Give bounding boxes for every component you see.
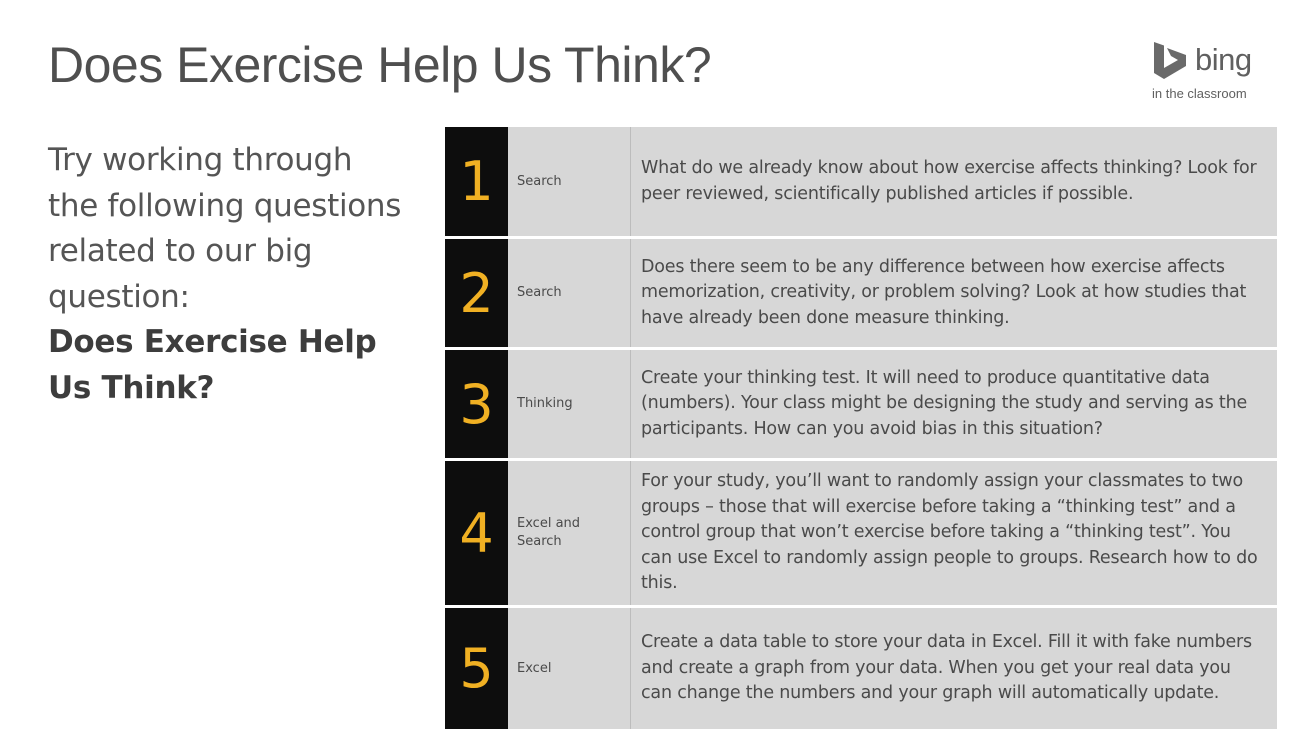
step-row-2: [445, 239, 1277, 347]
step-description: Create a data table to store your data in Excel. Fill it with fake numbers and create a graph from your data. When you get your real data you can change the numbers and your graph will automatically update.: [641, 632, 1252, 704]
step-number: 3: [445, 350, 508, 458]
steps-list: [445, 127, 1277, 729]
step-label: Search: [508, 239, 631, 347]
logo-tagline: in the classroom: [1152, 86, 1247, 101]
step-label: Excel and Search: [508, 461, 631, 605]
step-description: Create your thinking test. It will need to produce quantitative data (numbers). Your class might be designing the study and serving as the participants. How can you avoid bias in this situation?: [641, 367, 1248, 439]
step-number: 2: [445, 239, 508, 347]
step-label: Search: [508, 127, 631, 236]
intro-text: [48, 138, 408, 411]
step-number: 5: [445, 608, 508, 729]
intro-lead: Try working through the following questions related to our big question:: [48, 142, 402, 315]
bing-in-the-classroom-logo: [1152, 40, 1272, 104]
step-row-3: [445, 350, 1277, 458]
step-description: Does there seem to be any difference between how exercise affects memorization, creativity, or problem solving? Look at how studies that have already been done measure thinking.: [641, 256, 1247, 328]
page-title: Does Exercise Help Us Think?: [48, 37, 712, 93]
step-row-5: [445, 608, 1277, 729]
step-number: 4: [445, 461, 508, 605]
step-number: 1: [445, 127, 508, 236]
step-label: Excel: [508, 608, 631, 729]
step-row-4: [445, 461, 1277, 605]
step-row-1: [445, 127, 1277, 236]
bing-wordmark: bing: [1195, 42, 1252, 77]
step-label: Thinking: [508, 350, 631, 458]
big-question: Does Exercise Help Us Think?: [48, 324, 377, 406]
step-description: What do we already know about how exercise affects thinking? Look for peer reviewed, scientifically published articles if possible.: [641, 157, 1257, 204]
step-description: For your study, you’ll want to randomly assign your classmates to two groups – those that will exercise before taking a “thinking test” and a control group that won’t exercise before taking a “thinking test”. You can use Excel to randomly assign people to groups. Research how to do this.: [641, 471, 1258, 594]
bing-logo-icon: [1152, 42, 1188, 82]
